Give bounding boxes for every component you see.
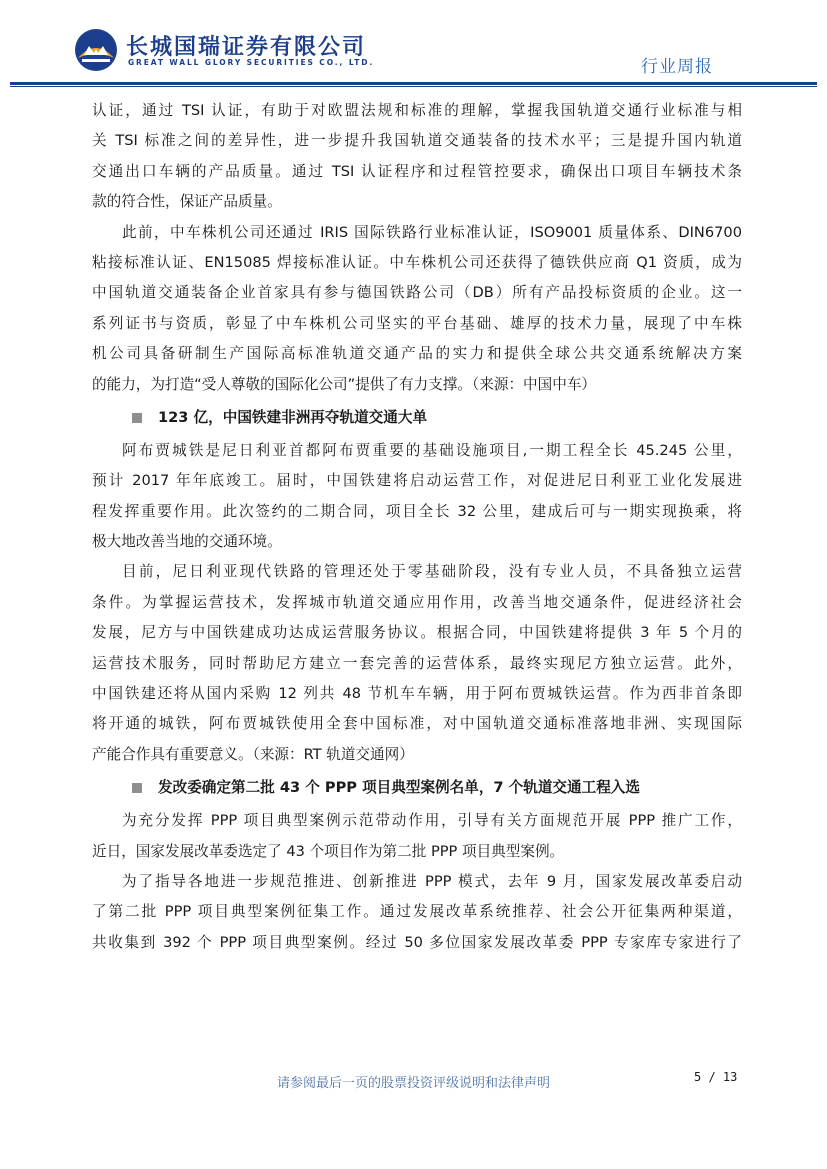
paragraph-crrc-certifications <box>92 218 742 400</box>
text-line: 中国轨道交通装备企业首家具有参与德国铁路公司（DB）所有产品投标资质的企业。这一 <box>92 284 742 302</box>
text-line: 将开通的城铁，阿布贾城铁使用全套中国标准，对中国轨道交通标准落地非洲、实现国际 <box>92 715 742 733</box>
page-number: 5 / 13 <box>694 1070 738 1084</box>
paragraph-tsi-continued <box>92 96 742 218</box>
square-bullet-icon <box>132 783 142 793</box>
text-line: 的能力，为打造“受人尊敬的国际化公司”提供了有力支撑。（来源：中国中车） <box>92 375 597 393</box>
section-heading-text: 123 亿，中国铁建非洲再夺轨道交通大单 <box>158 408 428 426</box>
company-logo-icon <box>72 28 120 72</box>
report-type-label: 行业周报 <box>641 57 713 77</box>
text-line: 产能合作具有重要意义。（来源：RT 轨道交通网） <box>92 745 414 763</box>
text-line: 中国铁建还将从国内采购 12 列共 48 节机车车辆，用于阿布贾城铁运营。作为西非首条即 <box>92 685 742 703</box>
text-line: 阿布贾城铁是尼日利亚首都阿布贾重要的基础设施项目,一期工程全长 45.245 公里， <box>122 441 742 459</box>
text-line: 近日，国家发展改革委选定了 43 个项目作为第二批 PPP 项目典型案例。 <box>92 842 565 860</box>
text-line: 系列证书与资质，彰显了中车株机公司坚实的平台基础、雄厚的技术力量，展现了中车株 <box>92 314 742 332</box>
section-heading-ppp-cases <box>92 770 742 806</box>
text-line: 款的符合性，保证产品质量。 <box>92 193 282 211</box>
page-header <box>0 0 827 90</box>
text-line: 交通出口车辆的产品质量。通过 TSI 认证程序和过程管控要求，确保出口项目车辆技术条 <box>92 162 742 180</box>
paragraph-nigeria-operations <box>92 557 742 770</box>
text-line: 极大地改善当地的交通环境。 <box>92 533 282 551</box>
company-name-en: GREAT WALL GLORY SECURITIES CO., LTD. <box>128 58 375 67</box>
text-line: 为充分发挥 PPP 项目典型案例示范带动作用，引导有关方面规范开展 PPP 推广工作， <box>122 812 742 830</box>
paragraph-ppp-collection <box>92 867 742 958</box>
company-name-cn: 长城国瑞证券有限公司 <box>126 35 367 60</box>
text-line: 了第二批 PPP 项目典型案例征集工作。通过发展改革系统推荐、社会公开征集两种渠道， <box>92 903 742 921</box>
text-line: 发展，尼方与中国铁建成功达成运营服务协议。根据合同，中国铁建将提供 3 年 5 个月的 <box>92 624 742 642</box>
section-heading-crcc-africa <box>92 400 742 436</box>
paragraph-ppp-selection <box>92 806 742 867</box>
text-line: 运营技术服务，同时帮助尼方建立一套完善的运营体系，最终实现尼方独立运营。此外， <box>92 654 742 672</box>
header-divider <box>10 82 817 85</box>
section-heading-text: 发改委确定第二批 43 个 PPP 项目典型案例名单，7 个轨道交通工程入选 <box>158 779 640 797</box>
text-line: 认证，通过 TSI 认证，有助于对欧盟法规和标准的理解，掌握我国轨道交通行业标准与相 <box>92 102 742 119</box>
report-body <box>92 96 742 958</box>
text-line: 程发挥重要作用。此次签约的二期合同，项目全长 32 公里，建成后可与一期实现换乘，将 <box>92 502 742 520</box>
header-divider-thin <box>10 86 817 87</box>
text-line: 粘接标准认证、EN15085 焊接标准认证。中车株机公司还获得了德铁供应商 Q1 资质，成为 <box>92 253 742 271</box>
text-line: 此前，中车株机公司还通过 IRIS 国际铁路行业标准认证，ISO9001 质量体系、DIN6700 <box>122 223 742 241</box>
text-line: 共收集到 392 个 PPP 项目典型案例。经过 50 多位国家发展改革委 PPP 专家库专家进行了 <box>92 933 742 951</box>
square-bullet-icon <box>132 413 142 423</box>
text-line: 机公司具备研制生产国际高标准轨道交通产品的实力和提供全球公共交通系统解决方案 <box>92 345 742 363</box>
text-line: 预计 2017 年年底竣工。届时，中国铁建将启动运营工作，对促进尼日利亚工业化发展进 <box>92 472 742 490</box>
text-line: 为了指导各地进一步规范推进、创新推进 PPP 模式，去年 9 月，国家发展改革委启动 <box>122 872 742 890</box>
text-line: 目前，尼日利亚现代铁路的管理还处于零基础阶段，没有专业人员，不具备独立运营 <box>122 563 742 581</box>
text-line: 关 TSI 标准之间的差异性，进一步提升我国轨道交通装备的技术水平；三是提升国内轨道 <box>92 132 742 150</box>
text-line: 条件。为掌握运营技术，发挥城市轨道交通应用作用，改善当地交通条件，促进经济社会 <box>92 593 742 611</box>
paragraph-abuja-light-rail <box>92 436 742 558</box>
footer-disclaimer: 请参阅最后一页的股票投资评级说明和法律声明 <box>276 1076 550 1091</box>
